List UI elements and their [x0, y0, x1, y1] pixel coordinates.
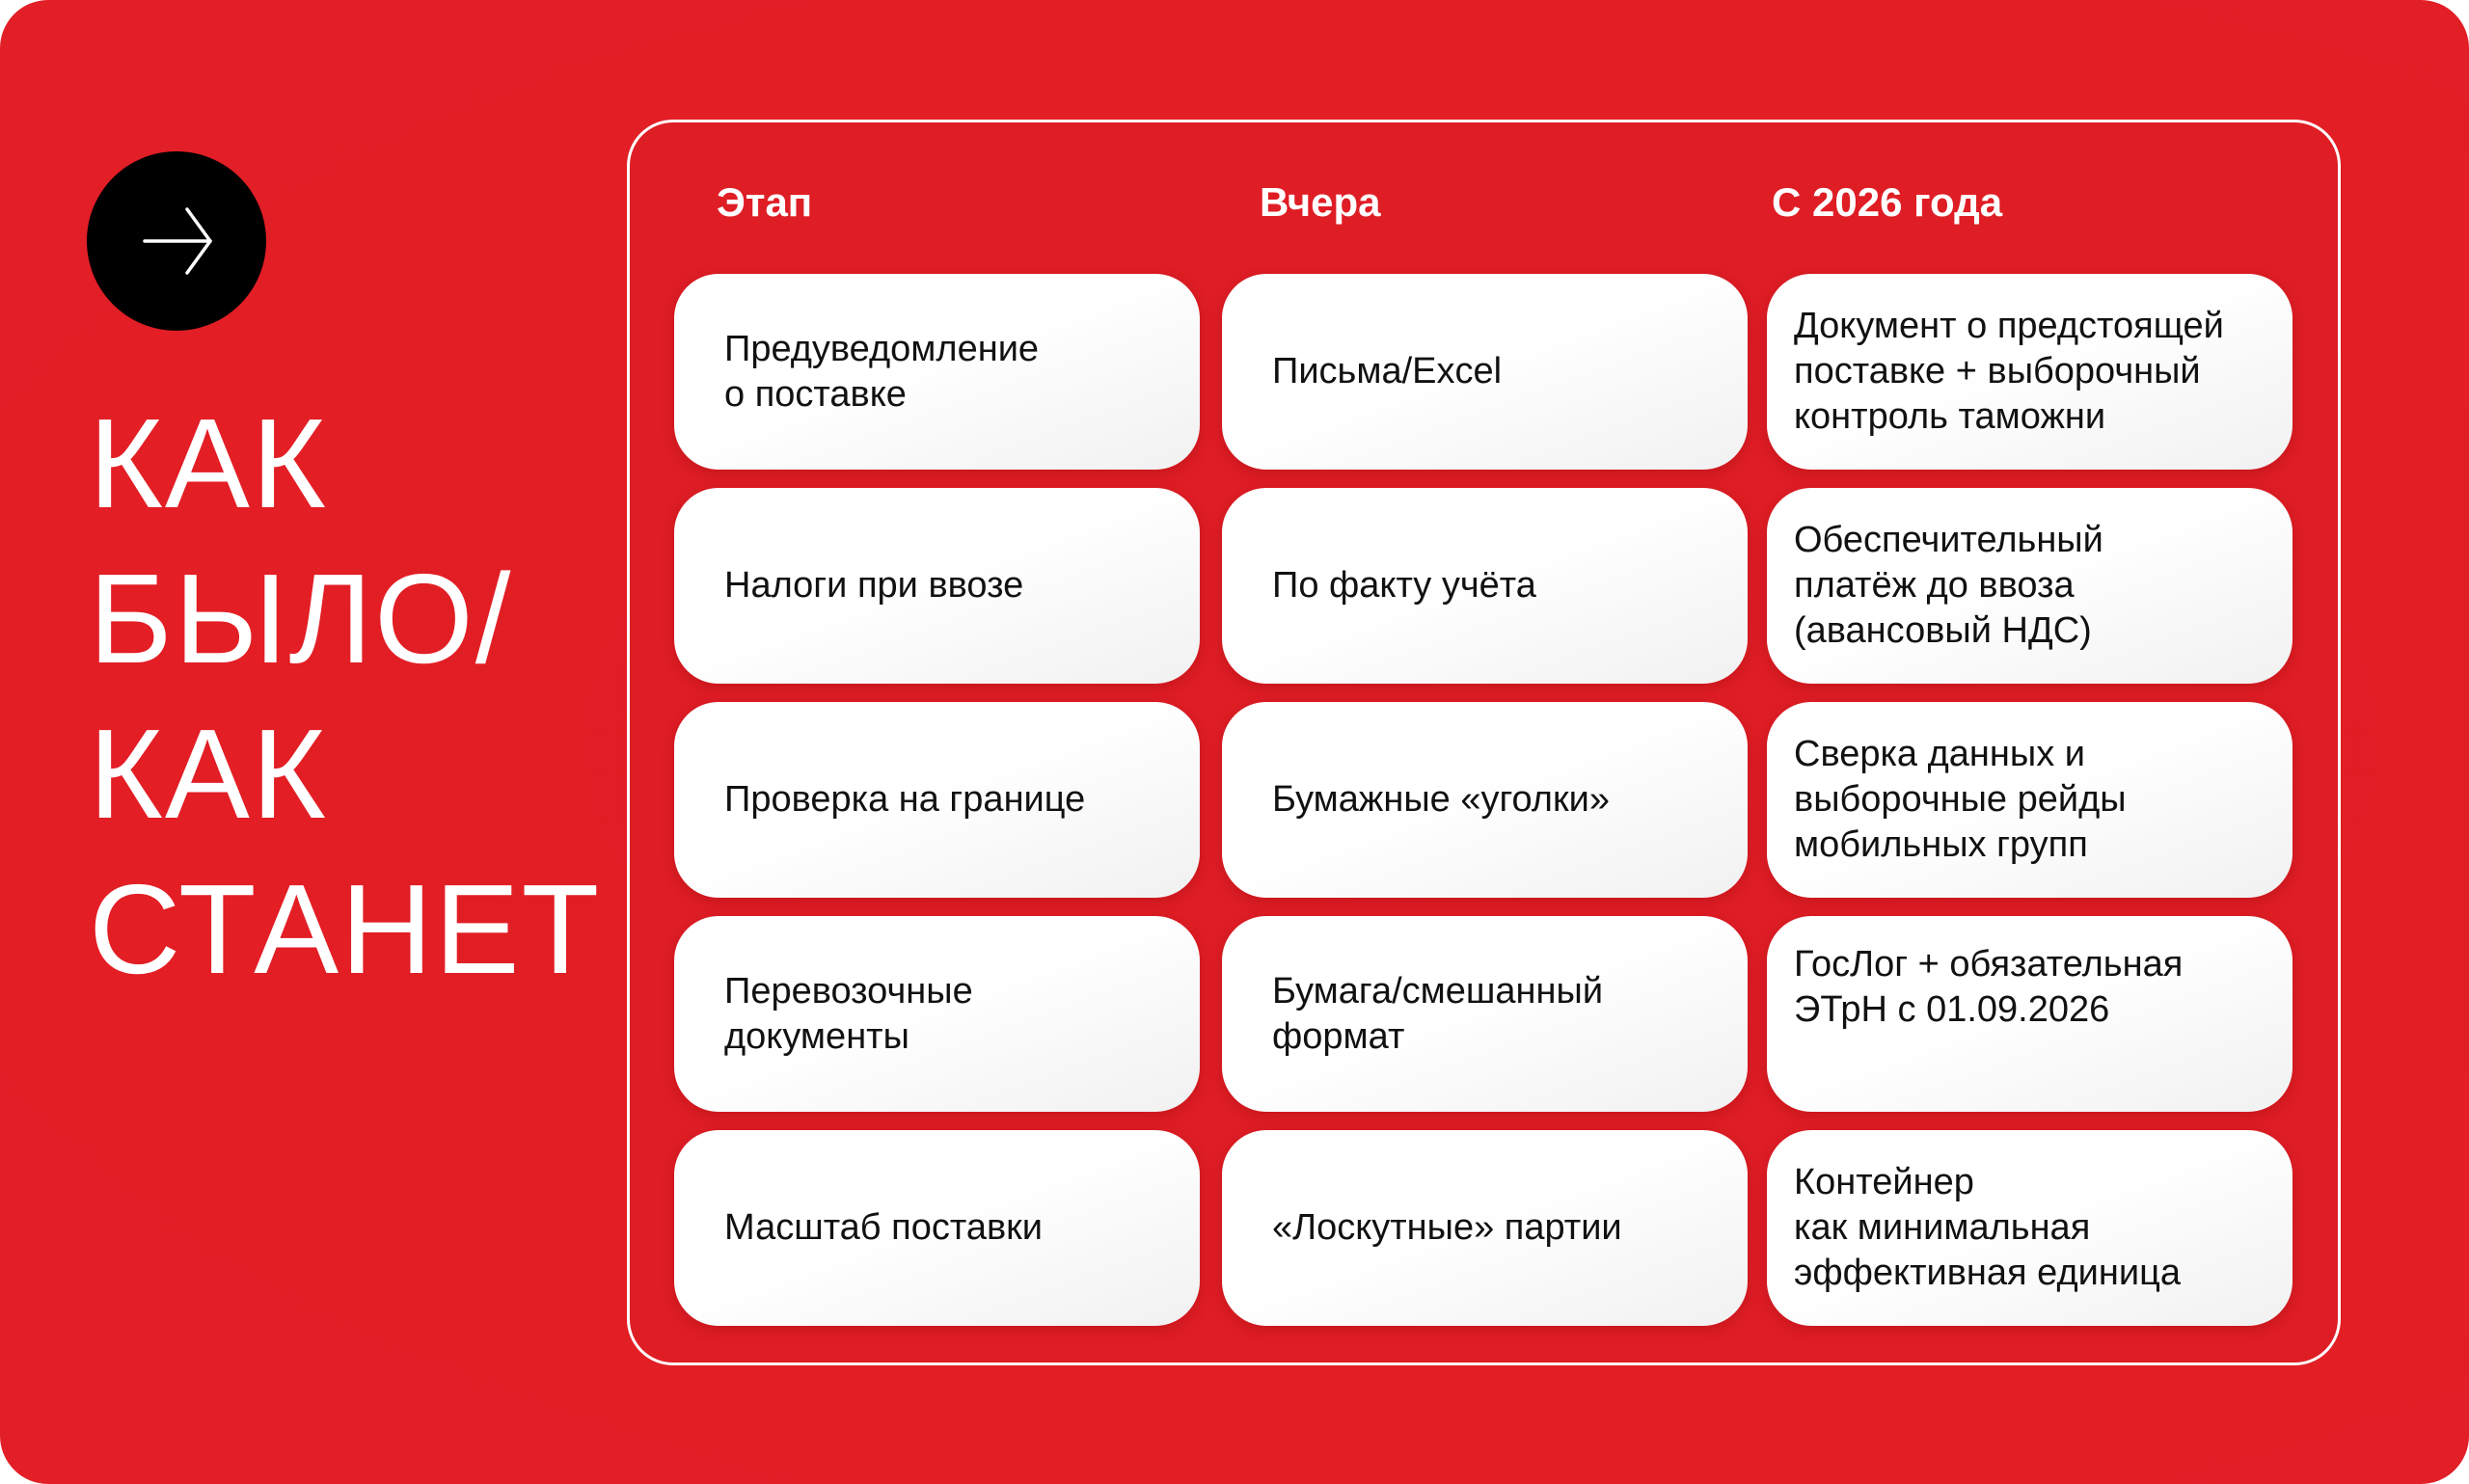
title-line: БЫЛО/	[89, 548, 513, 689]
header-stage: Этап	[717, 179, 813, 225]
table-cell	[1222, 916, 1748, 1112]
cell-text: Налоги при ввозе	[724, 565, 1024, 606]
table-cell	[1222, 1130, 1748, 1326]
table-cell	[674, 1130, 1200, 1326]
table-cell	[1767, 1130, 2293, 1326]
arrow-right-icon	[87, 151, 266, 331]
table-cell	[674, 916, 1200, 1112]
header-yesterday: Вчера	[1260, 179, 1381, 225]
cell-text: Сверка данных и выборочные рейды мобильных групп	[1794, 734, 2127, 865]
table-cell	[1767, 916, 2293, 1112]
title-line: КАК	[89, 703, 328, 845]
table-cell	[674, 488, 1200, 684]
cell-text: ГосЛог + обязательная ЭТрН с 01.09.2026	[1794, 944, 2184, 1030]
cell-text: По факту учёта	[1272, 565, 1536, 606]
header-from-2026: С 2026 года	[1772, 179, 2003, 225]
cell-text: Масштаб поставки	[724, 1207, 1043, 1248]
table-cell	[1222, 488, 1748, 684]
cell-text: Документ о предстоящей поставке + выборочный контроль таможни	[1794, 306, 2224, 437]
arrow-button[interactable]	[87, 151, 266, 331]
cell-text: Обеспечительный платёж до ввоза (авансовый НДС)	[1794, 520, 2103, 651]
cell-text: Бумажные «уголки»	[1272, 779, 1610, 820]
cell-text: Проверка на границе	[724, 779, 1086, 820]
table-cell	[1767, 702, 2293, 898]
page-title	[89, 386, 601, 1007]
title-line: КАК	[89, 392, 328, 534]
cell-text: Перевозочные документы	[724, 970, 973, 1057]
title-line: СТАНЕТ	[89, 858, 602, 1000]
cell-text: «Лоскутные» партии	[1272, 1207, 1622, 1248]
cell-text: Контейнер как минимальная эффективная единица	[1794, 1162, 2181, 1293]
table-cell	[1767, 488, 2293, 684]
table-cell	[674, 702, 1200, 898]
table-cell	[674, 274, 1200, 470]
cell-text: Письма/Excel	[1272, 351, 1503, 391]
cell-text: Предуведомление о поставке	[724, 328, 1040, 415]
cell-text: Бумага/смешанный формат	[1272, 970, 1604, 1057]
table-cell	[1222, 274, 1748, 470]
table-cell	[1222, 702, 1748, 898]
table-cell	[1767, 274, 2293, 470]
